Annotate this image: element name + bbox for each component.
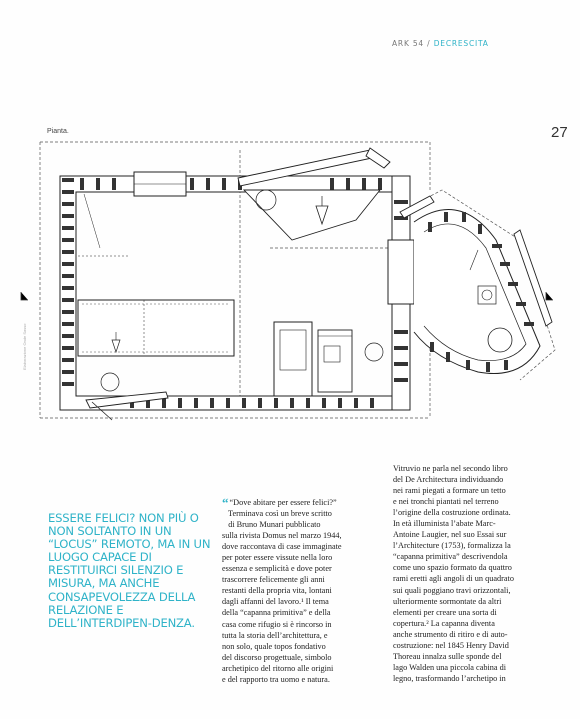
page-number: 27 (551, 124, 568, 141)
text-line: costruzione: nel 1845 Henry David (393, 640, 509, 650)
text-line: non solo, quale topos fondativo (222, 641, 326, 651)
text-line: “capanna primitiva” descrivendola (393, 552, 508, 562)
text-line: della “capanna primitiva” e della (222, 608, 331, 618)
body-column-3 (393, 463, 528, 684)
text-line: sui quali poggiano travi orizzontali, (393, 585, 511, 595)
text-line: ““Dove abitare per essere felici?” (222, 495, 337, 510)
text-line: restanti della propria vita, lontani (222, 586, 332, 596)
text-line: tutta la storia dell’architettura, e (222, 630, 328, 640)
text-line: sulla rivista Domus nel marzo 1944, (222, 531, 342, 541)
section-name: DECRESCITA (433, 39, 489, 48)
text-line: di Bruno Munari pubblicato (222, 520, 321, 530)
text-line: per poter essere vissute nella loro (222, 553, 333, 563)
text-line: anche strumento di ritiro e di auto- (393, 629, 508, 639)
text-line: dove raccontava di case immaginate (222, 542, 342, 552)
pull-quote: ESSERE FELICI? NON PIÙ O NON SOLTANTO IN UN “LOCUS” REMOTO, MA IN UN LUOGO CAPACE DI RESTITUIRCI SILENZIO E MISURA, MA ANCHE CONSAPEVOLEZZA DELLA RELAZIONE E DELL’INTERDIPEN-DENZA. (48, 511, 211, 630)
text-line: come uno spazio formato da quattro (393, 563, 512, 573)
text-line: ulteriormente sormontate da altri (393, 596, 502, 606)
figure-caption: Pianta. (47, 128, 69, 135)
body-column-2 (222, 497, 357, 685)
text-line: Terminava così un breve scritto (222, 509, 332, 519)
text-line: lago Walden una piccola cabina di (393, 662, 507, 672)
text-line: del discorso progettuale, simbolo (222, 652, 332, 662)
text-line: elementi per creare una sorta di (393, 607, 497, 617)
text-line: del De Architectura individuando (393, 475, 504, 485)
text-line: nei rami piegati a formare un tetto (393, 486, 506, 496)
text-line: Vitruvio ne parla nel secondo libro (393, 464, 508, 473)
figure-credit: Elaborazione Onde Sasso (22, 323, 27, 370)
text-line: e del rapporto tra uomo e natura. (222, 674, 330, 684)
text-line: trascorrere felicemente gli anni (222, 575, 325, 585)
text-line: e nei tronchi piantati nel terreno (393, 497, 499, 507)
text-line: dagli affanni del lavoro.¹ Il tema (222, 597, 329, 607)
quote-mark-icon: “ (222, 495, 229, 510)
header-separator: / (424, 39, 434, 48)
text-line: In età illuminista l’abate Marc- (393, 519, 496, 529)
text-line: casa come rifugio si è rincorso in (222, 619, 332, 629)
text-line: essenza e semplicità e dove poter (222, 564, 332, 574)
text-line: copertura.² La capanna diventa (393, 618, 495, 628)
magazine-issue: ARK 54 (392, 39, 424, 48)
text-line: rami eretti agli angoli di un quadrato (393, 574, 514, 584)
text-line: legno, trasformando l’archetipo in (393, 673, 506, 683)
text-line: Antoine Laugier, nel suo Essai sur (393, 530, 507, 540)
text-line: Thoreau innalza sulle sponde del (393, 651, 502, 661)
text-line: archetipico del ritorno alle origini (222, 663, 334, 673)
text-line: l’origine della costruzione ordinata. (393, 508, 511, 518)
text-line: l’Architecture (1753), formalizza la (393, 541, 511, 551)
